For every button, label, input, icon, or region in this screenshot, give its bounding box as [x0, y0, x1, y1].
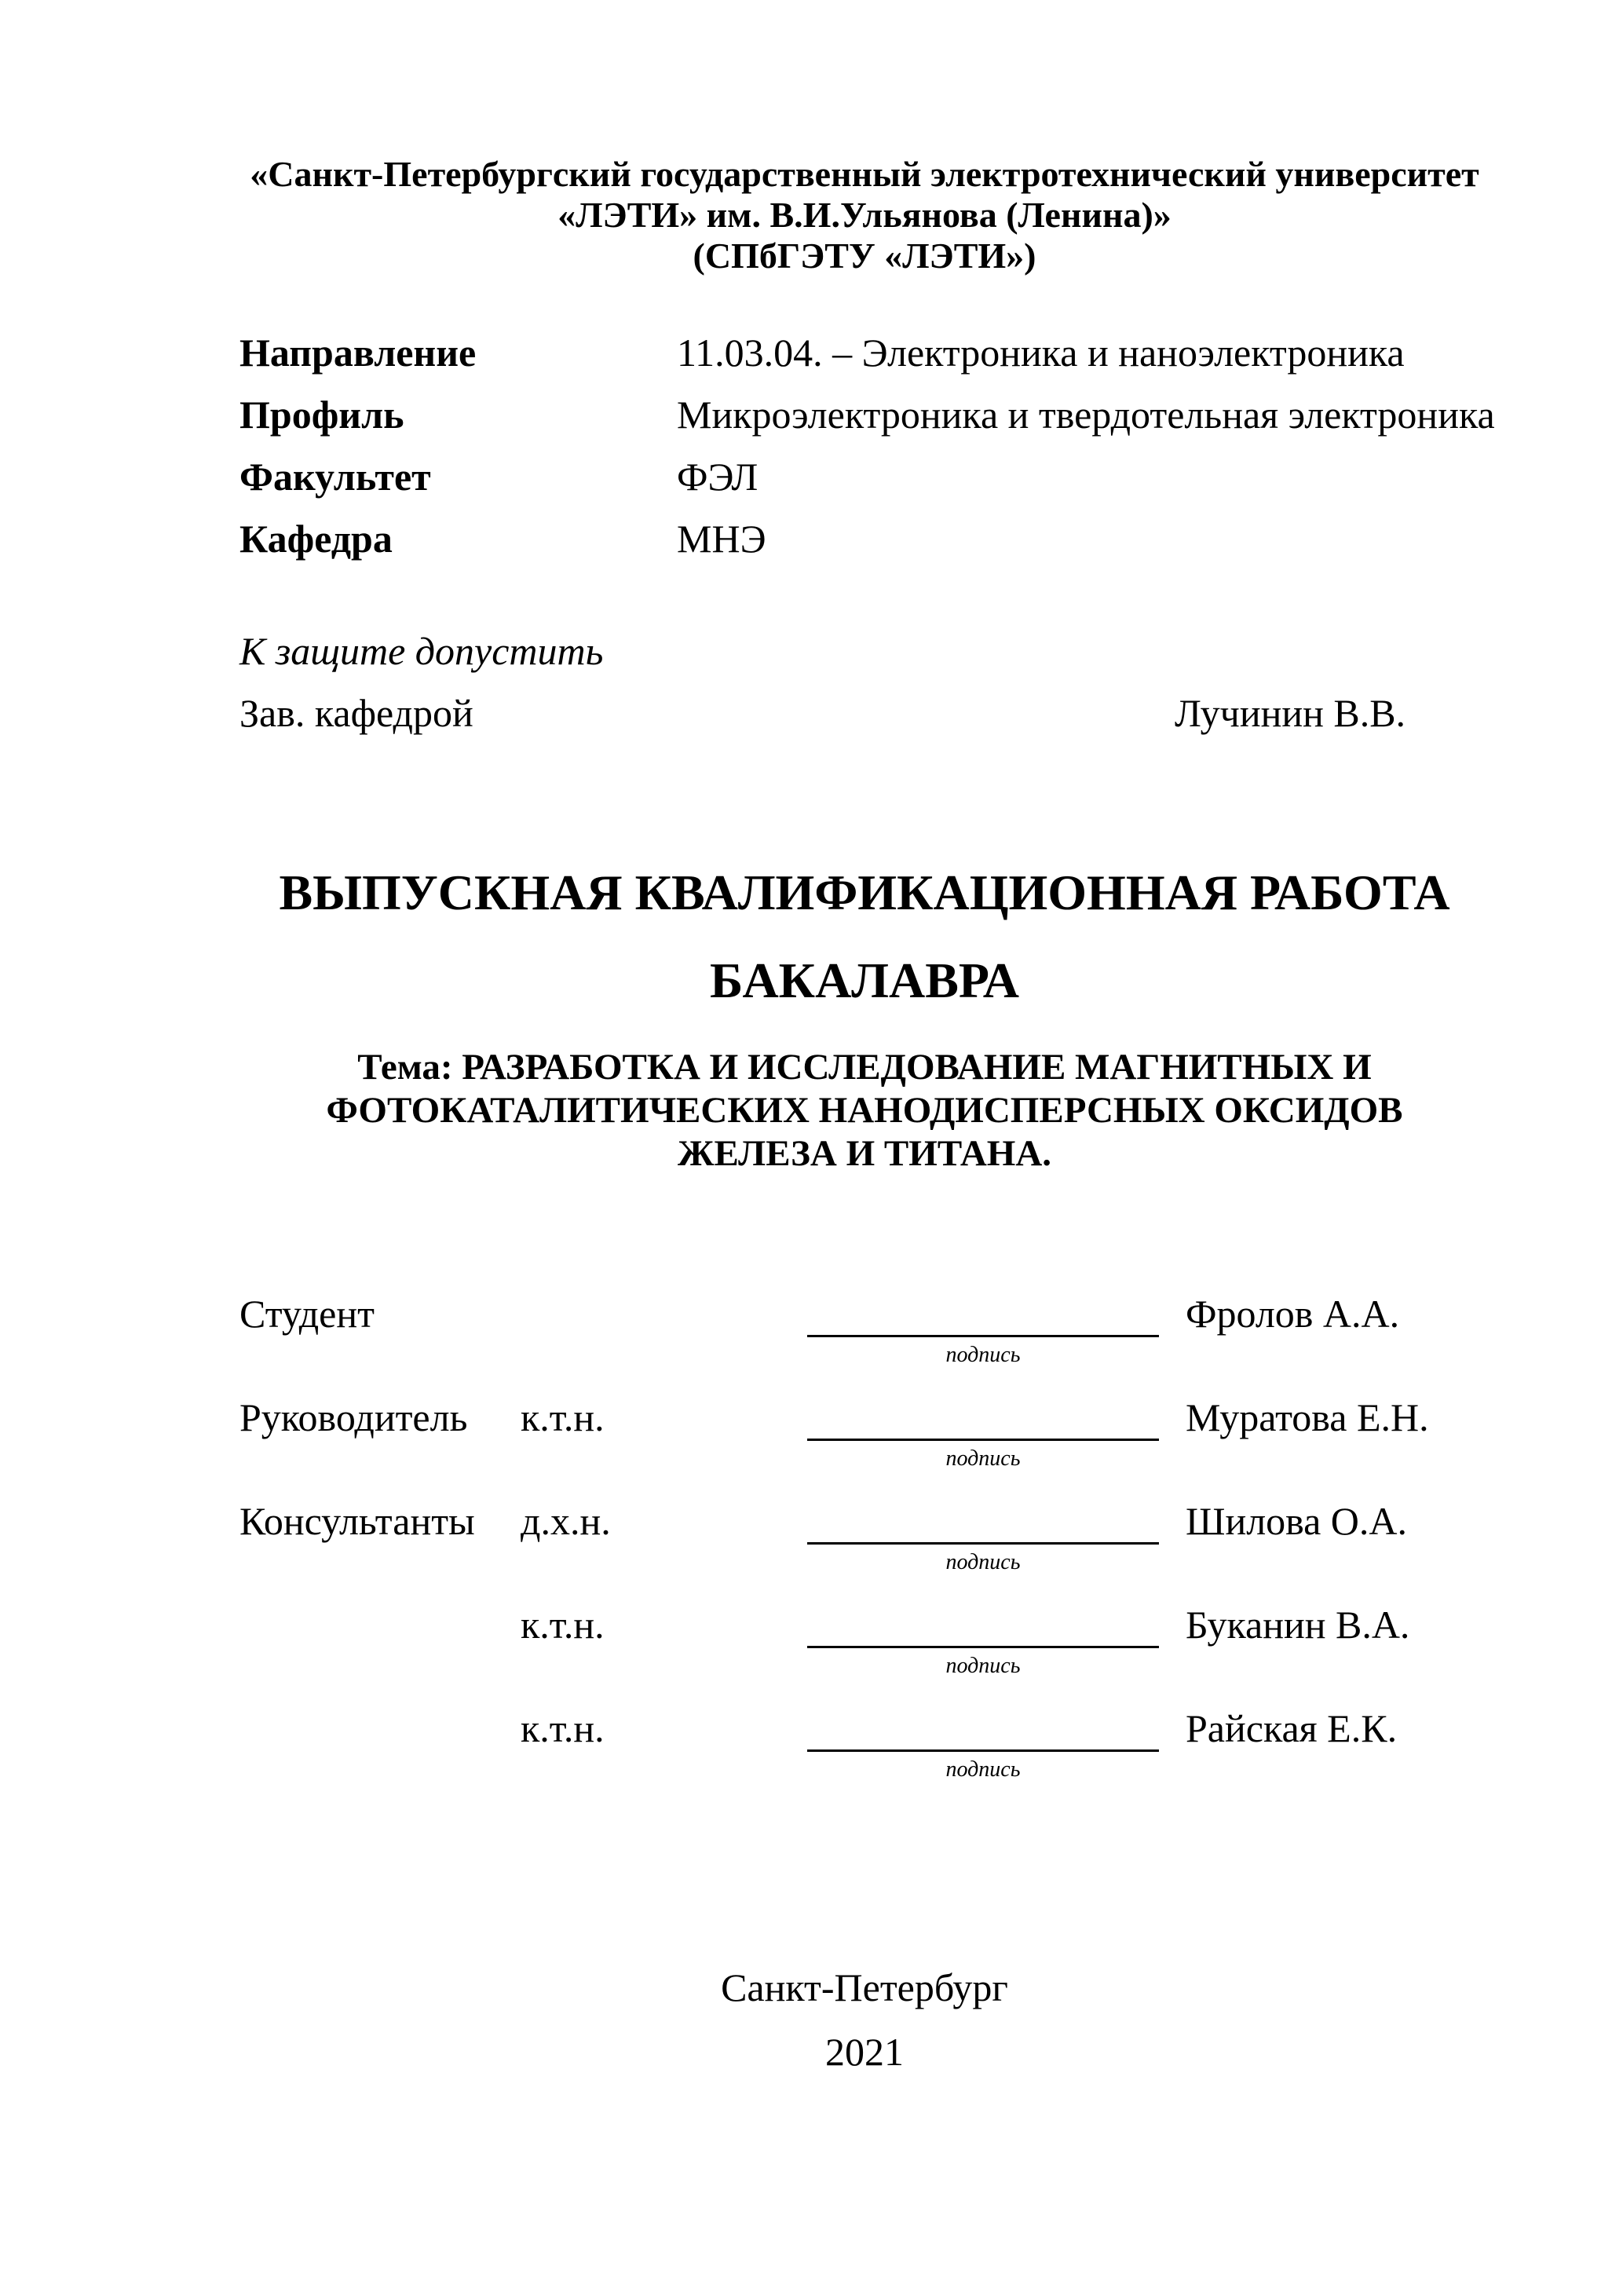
footer-year: 2021: [825, 2030, 904, 2074]
signature-row-student: [239, 1291, 1493, 1409]
signature-caption: подпись: [945, 1550, 1021, 1574]
signature-name: Буканин В.А.: [1186, 1603, 1410, 1647]
signature-caption: подпись: [945, 1446, 1021, 1471]
signature-role: Консультанты: [239, 1499, 475, 1543]
signature-line: [807, 1439, 1159, 1441]
department-head-label: Зав. кафедрой: [239, 691, 473, 735]
signature-name: Райская Е.К.: [1186, 1706, 1398, 1750]
direction-label: Направление: [239, 331, 477, 375]
university-abbreviation: (СПбГЭТУ «ЛЭТИ»): [693, 236, 1036, 276]
department-value: МНЭ: [677, 517, 766, 561]
signature-degree: к.т.н.: [521, 1395, 605, 1439]
signature-name: Муратова Е.Н.: [1186, 1395, 1429, 1439]
university-name-line-1: «Санкт-Петербургский государственный электротехнический университет: [250, 154, 1479, 194]
thesis-theme-line-2: ФОТОКАТАЛИТИЧЕСКИХ НАНОДИСПЕРСНЫХ ОКСИДОВ: [326, 1090, 1403, 1131]
work-title-line-2: БАКАЛАВРА: [709, 952, 1020, 1008]
signature-line: [807, 1749, 1159, 1752]
thesis-theme-line-1: Тема: РАЗРАБОТКА И ИССЛЕДОВАНИЕ МАГНИТНЫХ И: [357, 1047, 1372, 1088]
work-title-line-1: ВЫПУСКНАЯ КВАЛИФИКАЦИОННАЯ РАБОТА: [279, 865, 1450, 920]
profile-value: Микроэлектроника и твердотельная электроника: [677, 393, 1495, 437]
thesis-theme-line-3: ЖЕЛЕЗА И ТИТАНА.: [677, 1133, 1052, 1174]
thesis-theme: [236, 1046, 1493, 1175]
signature-role: Студент: [239, 1292, 375, 1336]
profile-label: Профиль: [239, 393, 404, 437]
signature-degree: к.т.н.: [521, 1706, 605, 1750]
program-fields: [239, 330, 1493, 578]
signature-degree: д.х.н.: [521, 1499, 611, 1543]
signature-caption: подпись: [945, 1654, 1021, 1678]
signature-caption: подпись: [945, 1757, 1021, 1782]
signature-caption: подпись: [945, 1343, 1021, 1367]
signature-degree: к.т.н.: [521, 1603, 605, 1647]
department-label: Кафедра: [239, 517, 393, 561]
university-header: [236, 154, 1493, 276]
faculty-value: ФЭЛ: [677, 455, 758, 499]
field-row-faculty: [239, 454, 1493, 516]
signature-row-consultant-1: [239, 1498, 1493, 1616]
signature-line: [807, 1646, 1159, 1648]
department-head-name: Лучинин В.В.: [1175, 691, 1406, 735]
signature-row-consultant-3: [239, 1706, 1493, 1823]
signature-line: [807, 1335, 1159, 1337]
signature-row-supervisor: [239, 1395, 1493, 1512]
field-row-department: [239, 516, 1493, 578]
signature-name: Фролов А.А.: [1186, 1292, 1400, 1336]
field-row-direction: [239, 330, 1493, 392]
signature-role: Руководитель: [239, 1395, 468, 1439]
university-name-line-2: «ЛЭТИ» им. В.И.Ульянова (Ленина)»: [557, 195, 1172, 235]
admission-approve-line: К защите допустить: [239, 629, 604, 673]
faculty-label: Факультет: [239, 455, 431, 499]
footer-city: Санкт-Петербург: [721, 1965, 1008, 2009]
signature-row-consultant-2: [239, 1602, 1493, 1720]
signature-line: [807, 1542, 1159, 1545]
field-row-profile: [239, 392, 1493, 454]
signature-name: Шилова О.А.: [1186, 1499, 1408, 1543]
direction-value: 11.03.04. – Электроника и наноэлектроника: [677, 331, 1405, 375]
